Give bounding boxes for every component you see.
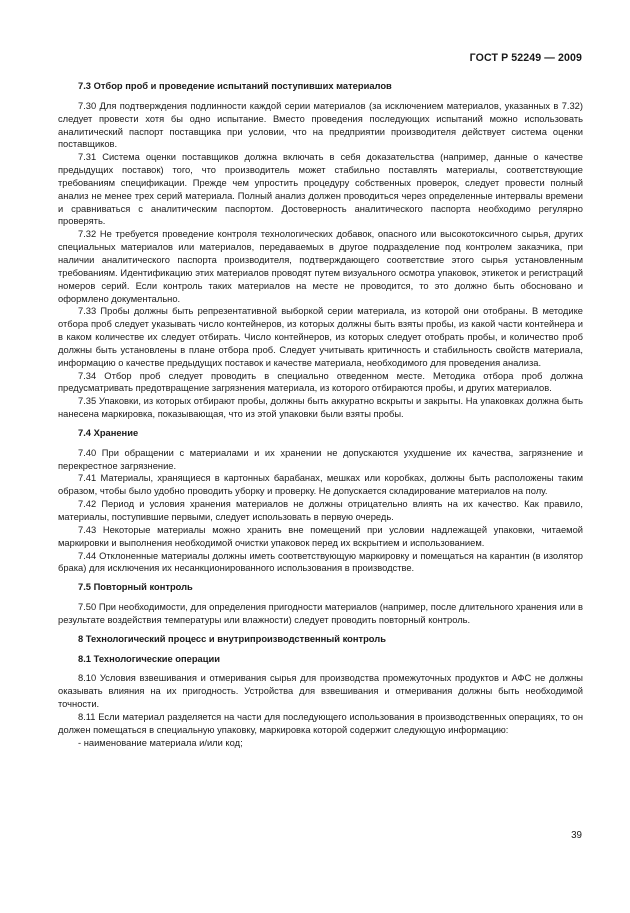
paragraph-7-41: 7.41 Материалы, хранящиеся в картонных барабанах, мешках или коробках, должны быть расположены таким образом, чтобы было удобно проводить уборку и проверку. Не допускается складирование материалов на полу.	[58, 473, 583, 497]
page-number: 39	[571, 830, 582, 841]
paragraph-8-11: 8.11 Если материал разделяется на части для последующего использования в производственных операциях, то он должен помещаться в специальную упаковку, маркировка которой содержит следующую информацию:	[58, 711, 583, 735]
paragraph-7-30: 7.30 Для подтверждения подлинности каждой серии материалов (за исключением материалов, указанных в 7.32) следует провести хотя бы одно испытание. Вместо проведения последующих испытаний можно использовать аналитический паспорт поставщика при условии, что на предприятии производителя действует система оценки поставщиков.	[58, 100, 583, 150]
section-title-7-3: 7.3 Отбор проб и проведение испытаний поступивших материалов	[78, 81, 392, 91]
paragraph-7-43: 7.43 Некоторые материалы можно хранить вне помещений при условии надлежащей упаковки, читаемой маркировки и выполнения необходимой очистки упаковок перед их вскрытием и использованием.	[58, 524, 583, 548]
paragraph-7-40: 7.40 При обращении с материалами и их хранении не допускаются ухудшение их качества, загрязнение и перекрестное загрязнение.	[58, 447, 583, 471]
paragraph-7-34: 7.34 Отбор проб следует проводить в специально отведенном месте. Методика отбора проб должна предусматривать предотвращение загрязнения материала, из которого отбираются пробы, и других материалов.	[58, 370, 583, 394]
paragraph-8-10: 8.10 Условия взвешивания и отмеривания сырья для производства промежуточных продуктов и АФС не должны оказывать влияния на их пригодность. Устройства для взвешивания и отмеривания должны быть необходимой точности.	[58, 673, 583, 710]
list-item: - наименование материала и/или код;	[78, 737, 243, 748]
paragraph-7-44: 7.44 Отклоненные материалы должны иметь соответствующую маркировку и помещаться на карантин (в изолятор брака) для исключения их несанкционированного использования в производстве.	[58, 550, 583, 574]
paragraph-7-33: 7.33 Пробы должны быть репрезентативной выборкой серии материала, из которой они отобраны. В методике отбора проб следует указывать число контейнеров, из которых должны быть взяты пробы, из какой части контейнера и в каком количестве их следует отбирать. Число контейнеров, из которых следует отобрать пробы, и количество проб должны быть установлены в плане отбора проб. Следует учитывать критичность и стабильность свойств материала, информацию о качестве предыдущих поставок и качестве материала, необходимого для проведения анализа.	[58, 306, 583, 368]
section-title-8-1: 8.1 Технологические операции	[78, 653, 220, 664]
section-title-7-4: 7.4 Хранение	[78, 427, 139, 438]
chapter-title-8: 8 Технологический процесс и внутрипроизводственный контроль	[78, 633, 386, 644]
paragraph-7-31: 7.31 Система оценки поставщиков должна включать в себя доказательства (например, данные о качестве предыдущих поставок) того, что производитель может стабильно поставлять материалы, соответствующие требованиям спецификации. Прежде чем упростить процедуру собственных проверок, следует провести полный анализ не менее трех серий материала. Полный анализ должен проводиться через определенные интервалы времени и сравниваться с аналитическим паспортом. Достоверность аналитического паспорта необходимо регулярно проверять.	[58, 152, 583, 227]
paragraph-7-32: 7.32 Не требуется проведение контроля технологических добавок, опасного или высокотоксичного сырья, других специальных материалов или материалов, передаваемых в другое подразделение под контролем заказчика, при наличии аналитического паспорта производителя, подтверждающего соответствие этого сырья установленным требованиям. Идентификацию этих материалов проводят путем визуального осмотра упаковок, этикеток и регистраций номеров серий. Если контроль таких материалов на месте не проводится, то это должно быть обосновано и оформлено документально.	[58, 229, 583, 304]
document-header: ГОСТ Р 52249 — 2009	[469, 52, 582, 64]
paragraph-7-50: 7.50 При необходимости, для определения пригодности материалов (например, после длительного хранения или в результате воздействия температуры или влажности) следует проводить повторный контроль.	[58, 602, 583, 625]
section-title-7-5: 7.5 Повторный контроль	[78, 582, 193, 593]
document-body	[58, 80, 583, 750]
paragraph-7-35: 7.35 Упаковки, из которых отбирают пробы, должны быть аккуратно вскрыты и закрыты. На упаковках должна быть нанесена маркировка, показывающая, что из этой упаковки были взяты пробы.	[58, 396, 583, 420]
paragraph-7-42: 7.42 Период и условия хранения материалов не должны отрицательно влиять на их качество. Как правило, материалы, поступившие первыми, следует использовать в первую очередь.	[58, 499, 583, 522]
